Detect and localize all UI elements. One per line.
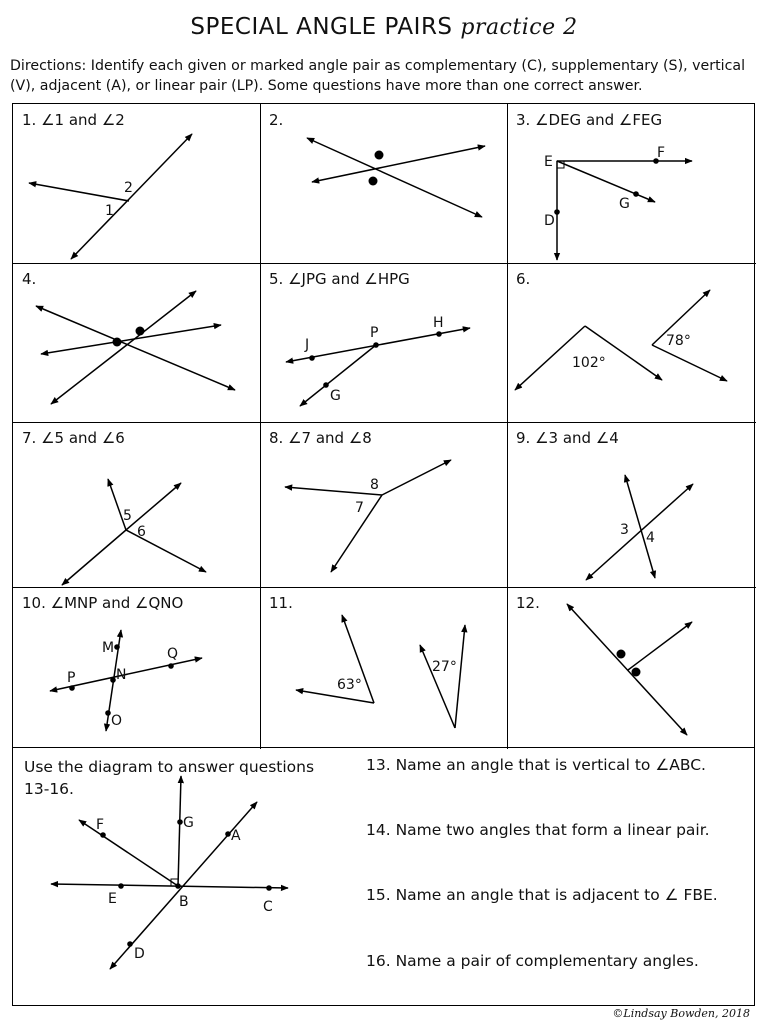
- problem-4-figure: [13, 263, 260, 422]
- problem-5: [260, 263, 507, 422]
- angle-102-label: 102°: [572, 355, 606, 371]
- problem-3: [507, 104, 756, 263]
- question-14: 14. Name two angles that form a linear pair.: [366, 821, 710, 839]
- problem-12: [507, 587, 756, 749]
- point-p-label: P: [370, 325, 379, 341]
- point-e-label: E: [544, 154, 553, 170]
- problem-3-label: 3. ∠DEG and ∠FEG: [516, 111, 663, 129]
- problem-1: [13, 104, 260, 263]
- point-g-label: G: [619, 196, 630, 212]
- problem-11-figure: [260, 587, 507, 749]
- diagram-intro: Use the diagram to answer questions 13-16.: [24, 758, 315, 798]
- diagram-section: [12, 746, 755, 1006]
- point-e-label: E: [108, 891, 117, 907]
- angle-5-mark: 5: [123, 508, 132, 524]
- problem-5-label: 5. ∠JPG and ∠HPG: [269, 270, 410, 288]
- point-n-label: N: [116, 667, 127, 683]
- problem-5-figure: [260, 263, 507, 422]
- problem-1-label: 1. ∠1 and ∠2: [22, 111, 125, 129]
- question-16: 16. Name a pair of complementary angles.: [366, 952, 699, 970]
- problem-10: [13, 587, 260, 749]
- point-j-label: J: [305, 337, 310, 353]
- problem-2: [260, 104, 507, 263]
- problem-6: [507, 263, 756, 422]
- problem-grid: [12, 103, 755, 748]
- angle-3-mark: 3: [620, 522, 629, 538]
- point-d-label: D: [544, 213, 555, 229]
- problem-9-figure: [507, 422, 756, 587]
- angle-dot-mark: [369, 177, 378, 186]
- angle-78-label: 78°: [666, 333, 691, 349]
- problem-8: [260, 422, 507, 587]
- point-a-label: A: [231, 828, 241, 844]
- title-main: SPECIAL ANGLE PAIRS: [190, 14, 453, 40]
- point-p-label: P: [67, 670, 76, 686]
- point-c-label: C: [263, 899, 273, 915]
- worksheet-title: [0, 14, 768, 40]
- angle-6-mark: 6: [137, 524, 146, 540]
- problem-10-label: 10. ∠MNP and ∠QNO: [22, 594, 184, 612]
- problem-11: [260, 587, 507, 749]
- point-g-label: G: [330, 388, 341, 404]
- problem-4: [13, 263, 260, 422]
- point-d-label: D: [134, 946, 145, 962]
- problem-4-label: 4.: [22, 270, 37, 288]
- point-o-label: O: [111, 713, 123, 729]
- problem-1-figure: [13, 104, 260, 263]
- angle-dot-mark: [136, 327, 145, 336]
- copyright-credit: ©Lindsay Bowden, 2018: [612, 1007, 750, 1020]
- point-b-label: B: [179, 894, 189, 910]
- problem-8-figure: [260, 422, 507, 587]
- angle-7-mark: 7: [355, 500, 364, 516]
- problem-7: [13, 422, 260, 587]
- title-script: practice 2: [460, 15, 578, 40]
- problem-11-label: 11.: [269, 594, 293, 612]
- angle-dot-mark: [113, 338, 122, 347]
- angle-dot-mark: [617, 650, 626, 659]
- question-13: 13. Name an angle that is vertical to ∠ABC.: [366, 756, 706, 774]
- problem-7-figure: [13, 422, 260, 587]
- problem-2-label: 2.: [269, 111, 284, 129]
- problem-2-figure: [260, 104, 507, 263]
- angle-63-label: 63°: [337, 677, 362, 693]
- angle-dot-mark: [375, 151, 384, 160]
- angle-4-mark: 4: [646, 530, 655, 546]
- point-f-label: F: [96, 817, 105, 833]
- angle-8-mark: 8: [370, 477, 379, 493]
- directions-text: Directions: Identify each given or marked angle pair as complementary (C), supplementary (S), vertical (V), adjacent (A), or linear pair (LP). Some questions have more than one correct answer.: [10, 58, 746, 94]
- point-h-label: H: [433, 315, 444, 331]
- problem-7-label: 7. ∠5 and ∠6: [22, 429, 125, 447]
- angle-2-mark: 2: [124, 180, 133, 196]
- problem-8-label: 8. ∠7 and ∠8: [269, 429, 372, 447]
- problem-10-figure: [13, 587, 260, 749]
- point-q-label: Q: [167, 646, 179, 662]
- main-diagram: [13, 746, 343, 1006]
- angle-27-label: 27°: [432, 659, 457, 675]
- angle-dot-mark: [632, 668, 641, 677]
- problem-9-label: 9. ∠3 and ∠4: [516, 429, 619, 447]
- problem-6-label: 6.: [516, 270, 531, 288]
- point-f-label: F: [657, 145, 666, 161]
- problem-3-figure: [507, 104, 756, 263]
- problem-12-label: 12.: [516, 594, 540, 612]
- problem-12-figure: [507, 587, 756, 749]
- point-m-label: M: [102, 640, 115, 656]
- point-g-label: G: [183, 815, 194, 831]
- problem-6-figure: [507, 263, 756, 422]
- problem-9: [507, 422, 756, 587]
- angle-1-mark: 1: [105, 203, 114, 219]
- question-15: 15. Name an angle that is adjacent to ∠ FBE.: [366, 886, 718, 904]
